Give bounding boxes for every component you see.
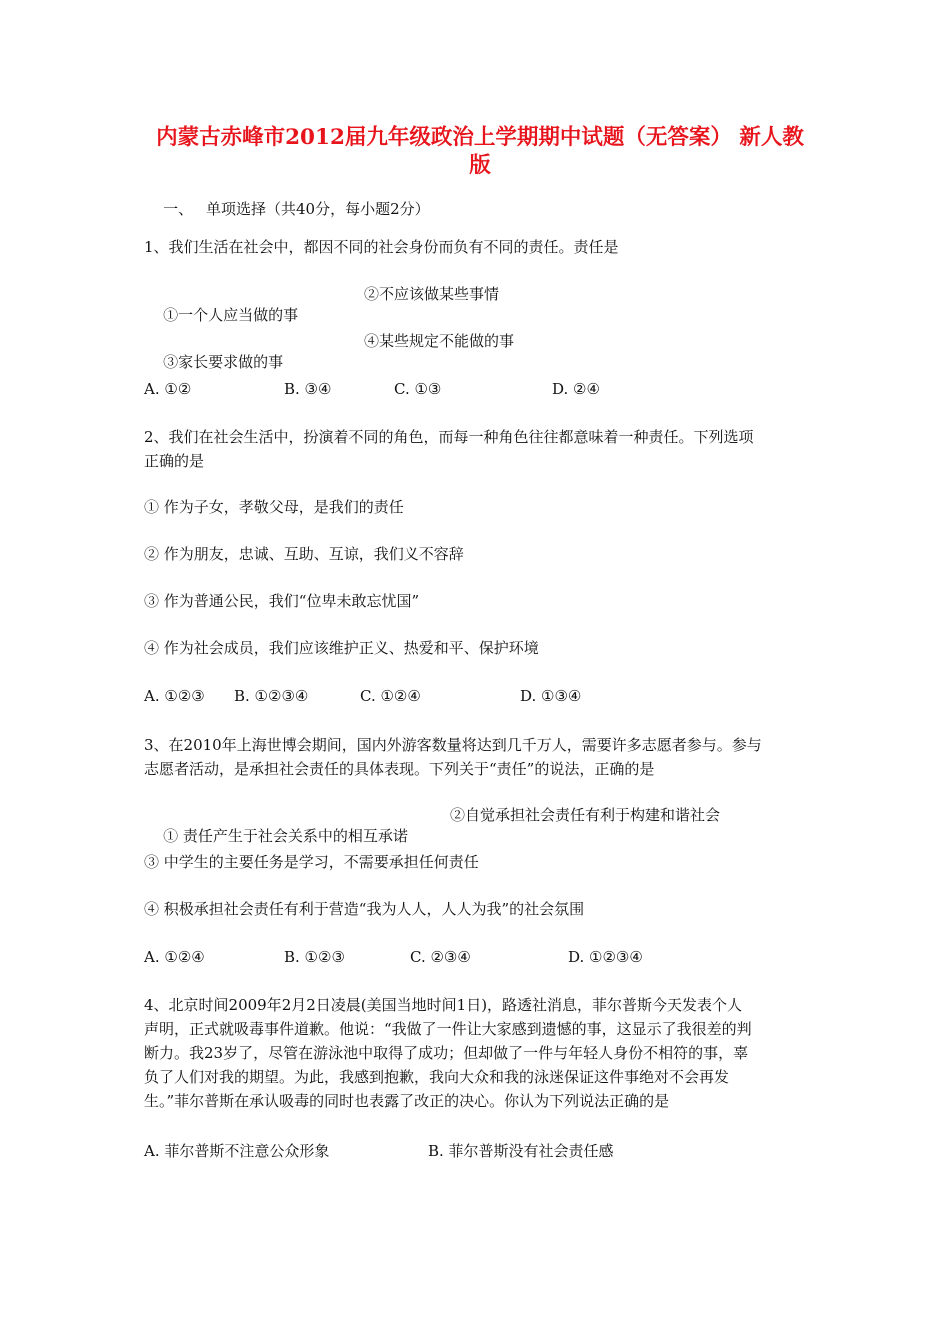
q3-stem-line-2: 志愿者活动，是承担社会责任的具体表现。下列关于“责任”的说法，正确的是 xyxy=(144,760,655,778)
q1-option-d: D. ②④ xyxy=(552,380,600,398)
q3-item-2: ②自觉承担社会责任有利于构建和谐社会 xyxy=(450,806,721,824)
q2-item-2: ② 作为朋友，忠诚、互助、互谅，我们义不容辞 xyxy=(144,545,464,563)
q4-option-a: A. 菲尔普斯不注意公众形象 xyxy=(144,1142,330,1160)
section-text: 单项选择（共40分，每小题2分） xyxy=(206,200,430,218)
q1-item-1: ①一个人应当做的事 xyxy=(163,306,299,324)
q2-option-a: A. ①②③ xyxy=(144,687,205,705)
q2-item-3: ③ 作为普通公民，我们“位卑未敢忘忧国” xyxy=(144,592,420,610)
q1-item-3: ③家长要求做的事 xyxy=(163,353,284,371)
q2-stem-line-2: 正确的是 xyxy=(144,452,205,470)
q1-item-4: ④某些规定不能做的事 xyxy=(364,332,515,350)
q4-option-b: B. 菲尔普斯没有社会责任感 xyxy=(428,1142,614,1160)
q3-items-row-1 xyxy=(144,805,804,889)
q3-option-d: D. ①②③④ xyxy=(568,948,643,966)
q4-options xyxy=(144,1141,744,1225)
q3-item-3: ③ 中学生的主要任务是学习，不需要承担任何责任 xyxy=(144,853,479,871)
title-line-1: 内蒙古赤峰市2012届九年级政治上学期期中试题（无答案） 新人教 xyxy=(156,125,804,150)
q3-item-4: ④ 积极承担社会责任有利于营造“我为人人，人人为我”的社会氛围 xyxy=(144,900,585,918)
q2-option-c: C. ①②④ xyxy=(360,687,421,705)
q3-item-1: ① 责任产生于社会关系中的相互承诺 xyxy=(163,827,408,845)
q3-stem-line-1: 3、在2010年上海世博会期间，国内外游客数量将达到几千万人，需要许多志愿者参与。参与 xyxy=(144,736,762,754)
q2-option-d: D. ①③④ xyxy=(520,687,582,705)
q2-item-4: ④ 作为社会成员，我们应该维护正义、热爱和平、保护环境 xyxy=(144,639,539,657)
q4-stem-line-5: 生。”菲尔普斯在承认吸毒的同时也表露了改正的决心。你认为下列说法正确的是 xyxy=(144,1092,670,1110)
q4-stem-line-1: 4、北京时间2009年2月2日凌晨(美国当地时间1日)，路透社消息，菲尔普斯今天发表个人 xyxy=(144,996,743,1014)
q1-item-2: ②不应该做某些事情 xyxy=(364,285,500,303)
q3-option-c: C. ②③④ xyxy=(410,948,471,966)
q2-option-b: B. ①②③④ xyxy=(234,687,309,705)
q4-stem-line-3: 断力。我23岁了，尽管在游泳池中取得了成功；但却做了一件与年轻人身份不相符的事，辜 xyxy=(144,1044,749,1062)
section-heading xyxy=(144,178,430,241)
q2-item-1: ① 作为子女，孝敬父母，是我们的责任 xyxy=(144,498,404,516)
q2-stem-line-1: 2、我们在社会生活中，扮演着不同的角色，而每一种角色往往都意味着一种责任。下列选项 xyxy=(144,428,754,446)
q1-option-a: A. ①② xyxy=(144,380,192,398)
q1-stem: 1、我们生活在社会中，都因不同的社会身份而负有不同的责任。责任是 xyxy=(144,238,619,256)
q3-option-a: A. ①②④ xyxy=(144,948,205,966)
title-line-2: 版 xyxy=(469,153,491,178)
q4-stem-line-2: 声明，正式就吸毒事件道歉。他说：“我做了一件让大家感到遗憾的事，这显示了我很差的判 xyxy=(144,1020,752,1038)
q1-option-b: B. ③④ xyxy=(284,380,332,398)
q3-stem xyxy=(144,733,810,781)
document-title xyxy=(140,124,820,180)
q4-stem-line-4: 负了人们对我的期望。为此，我感到抱歉，我向大众和我的泳迷保证这件事绝对不会再发 xyxy=(144,1068,730,1086)
q1-option-c: C. ①③ xyxy=(394,380,442,398)
q2-stem xyxy=(144,425,810,473)
section-number: 一、 xyxy=(163,200,194,218)
q4-stem xyxy=(144,993,810,1113)
q3-option-b: B. ①②③ xyxy=(284,948,345,966)
